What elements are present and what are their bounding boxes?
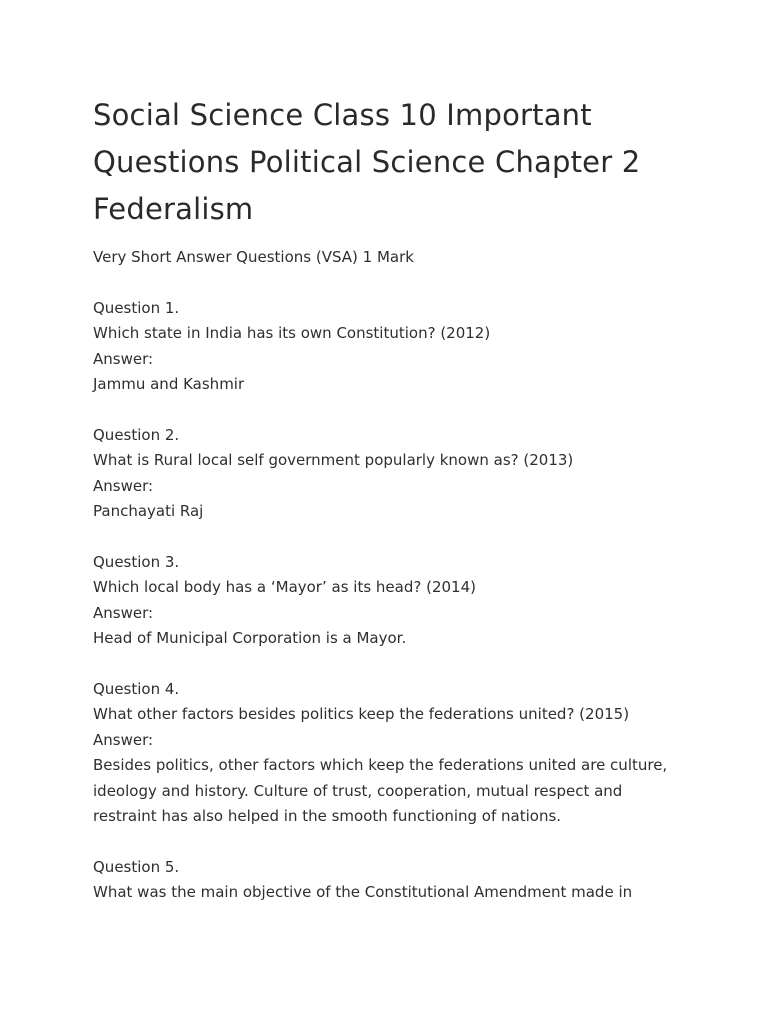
document-title: Social Science Class 10 Important Questions Political Science Chapter 2 Federalism (93, 98, 641, 226)
answer-label: Answer: (93, 476, 154, 495)
answer-text: Besides politics, other factors which keep the federations united are culture, ideology and history. Culture of trust, cooperation, mutual respect and restraint has also helped in the smooth functioning of nations. (93, 756, 668, 825)
question-block-3 (93, 550, 693, 652)
section-heading: Very Short Answer Questions (VSA) 1 Mark (93, 248, 414, 266)
question-block-2 (93, 423, 693, 525)
question-label: Question 4. (93, 679, 180, 698)
question-text: Which state in India has its own Constitution? (2012) (93, 324, 491, 342)
answer-text: Panchayati Raj (93, 502, 204, 520)
question-text: What is Rural local self government popularly known as? (2013) (93, 451, 574, 469)
answer-label: Answer: (93, 603, 154, 622)
document-page (93, 92, 693, 931)
question-text: What was the main objective of the Constitutional Amendment made in (93, 883, 633, 901)
question-block-4 (93, 677, 693, 830)
question-block-5 (93, 855, 693, 906)
question-text: Which local body has a ‘Mayor’ as its head? (2014) (93, 578, 476, 596)
answer-text: Head of Municipal Corporation is a Mayor. (93, 629, 407, 647)
question-label: Question 2. (93, 425, 180, 444)
answer-label: Answer: (93, 730, 154, 749)
question-label: Question 5. (93, 857, 180, 876)
answer-text: Jammu and Kashmir (93, 375, 245, 393)
question-label: Question 1. (93, 298, 180, 317)
question-text: What other factors besides politics keep the federations united? (2015) (93, 705, 630, 723)
answer-label: Answer: (93, 349, 154, 368)
question-label: Question 3. (93, 552, 180, 571)
question-block-1 (93, 296, 693, 398)
